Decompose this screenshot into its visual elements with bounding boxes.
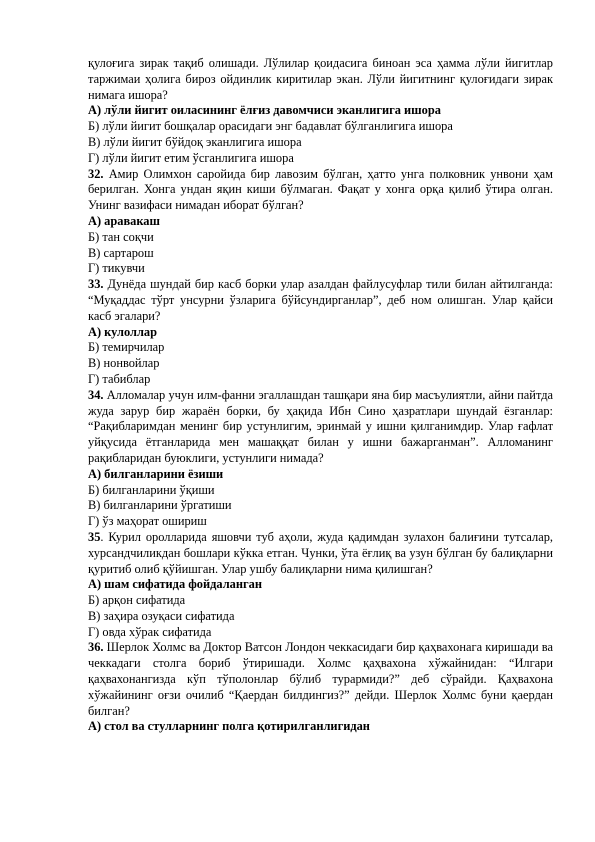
answer-b: Б) темирчилар: [88, 340, 165, 355]
question-text: Шерлок Холмс ва Доктор Ватсон Лондон чеккасидаги бир қаҳвахонага киришади ва чеккадаги столга бориб ўтиришади. Холмс қаҳвахона хўжайнидан: “Илгари қаҳвахонангизда кўп тўполонлар бўлиб турармиди?” деб сўрайди. Қаҳвахона хўжайининг оғзи очилиб “Қаердан билдингиз?” дейди. Шерлок Холмс буни қаердан билган?: [88, 640, 553, 718]
answer-a: А) лўли йигит оиласининг ёлғиз давомчиси эканлигига ишора: [88, 103, 441, 118]
question-number: 34.: [88, 387, 104, 402]
answer-v: В) лўли йигит бўйдоқ эканлигига ишора: [88, 134, 302, 149]
answer-g: Г) лўли йигит етим ўсганлигига ишора: [88, 150, 294, 165]
question-33: [88, 277, 553, 324]
answer-g: Г) ўз маҳорат ошириш: [88, 514, 207, 529]
answer-v: В) билганларини ўргатиши: [88, 498, 232, 513]
answer-v: В) заҳира озуқаси сифатида: [88, 608, 235, 623]
answer-v: В) сартарош: [88, 245, 154, 260]
answer-a: А) билганларини ёзиши: [88, 466, 224, 481]
question-text: . Курил оролларида яшовчи туб аҳоли, жуда қадимдан зулахон балиғини тутсалар, хурсандчиликдан бошлари кўкка етган. Чунки, ўта ёғлиқ ва узун бўлган бу балиқларни қуритиб олиб қўйишган. Улар ушбу балиқларни нима қилишган?: [88, 529, 553, 576]
question-text: Дунёда шундай бир касб борки улар азалдан файлусуфлар тили билан айтилганда: “Муқаддас тўрт унсурни ўзларига бўйсундирганлар”, деб ном олишган. Улар қайси касб эгалари?: [88, 277, 553, 323]
question-number: 33.: [88, 277, 104, 292]
answer-g: Г) табиблар: [88, 371, 151, 386]
answer-a: А) шам сифатида фойдаланган: [88, 577, 262, 592]
answer-b: Б) билганларини ўқиши: [88, 482, 215, 497]
answer-v: В) нонвойлар: [88, 356, 160, 371]
question-text: Амир Олимхон саройида бир лавозим бўлган, ҳатто унга полковник унвони ҳам берилган. Хонга ундан яқин киши бўлмаган. Фақат у хонга орқа қилиб ўтира олган. Унинг вазифаси нимадан иборат бўлган?: [88, 166, 553, 213]
answer-a: А) стол ва стулларнинг полга қотирилганлигидан: [88, 719, 370, 734]
answer-b: Б) лўли йигит бошқалар орасидаги энг бадавлат бўлганлигига ишора: [88, 119, 453, 134]
question-text: Алломалар учун илм-фанни эгаллашдан ташқари яна бир масъулиятли, айни пайтда жуда зарур бир жараён борки, бу ҳақида Ибн Сино ҳазратлари шундай ёзганлар: “Рақибларимдан менинг бир устунлигим, эринмай у ишни қилганимдир. Улар ғафлат уйқусида ётганларида мен машаққат билан у ишни бажарганман”. Алломанинг рақибларидан буюклиги, устунлиги нимада?: [88, 387, 553, 465]
answer-b: Б) тан соқчи: [88, 229, 154, 244]
question-34: [88, 388, 553, 467]
question-35: [88, 530, 553, 577]
answer-a: А) аравакаш: [88, 213, 160, 228]
intro-text: қулоғига зирак тақиб олишади. Лўлилар қоидасига биноан эса ҳамма лўли йигитлар таржимаи ҳолига бироз ойдинлик киритилар экан. Лўли йигитнинг қулоғидаги зирак нимага ишора?: [88, 56, 553, 102]
answer-b: Б) арқон сифатида: [88, 593, 186, 608]
answer-a: А) кулоллар: [88, 324, 157, 339]
answer-g: Г) овда хўрак сифатида: [88, 624, 212, 639]
question-number: 36.: [88, 640, 104, 655]
question-number: 32.: [88, 166, 104, 181]
intro-answers: [88, 103, 553, 166]
question-32: [88, 167, 553, 214]
document-page: [88, 56, 553, 735]
answer-g: Г) тикувчи: [88, 261, 145, 276]
question-number: 35: [88, 529, 101, 544]
question-36: [88, 640, 553, 719]
